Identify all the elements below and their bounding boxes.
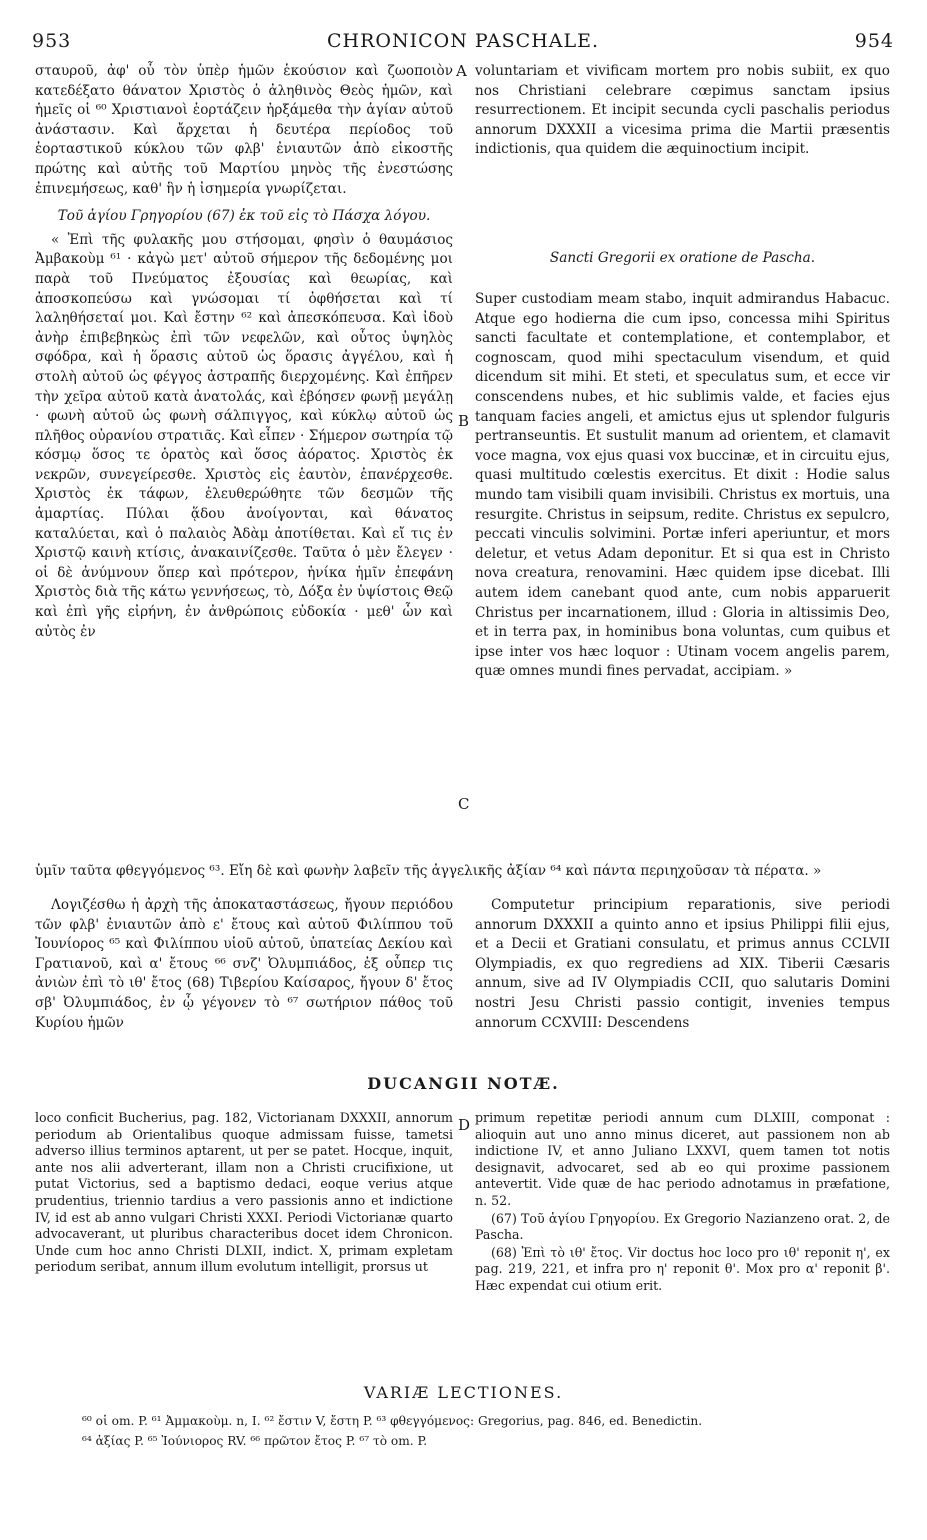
note-text-left: loco conficit Bucherius, pag. 182, Victorianam DXXXII, annorum periodum ab Orientalibus quoque admissam fuisse, tametsi adverso illius terminos aptarent, ut per se patet. Hocque, inquit, ante nos alii adverterant, illam non a Christi crucifixione, ut putat Victorius, sed a baptismo dedaci, eoque verius atque prudentius, triennio tardius a vero passionis anno et indictione IV, id est ab anno vulgari Christi XXXI. Periodi Victorianæ quarto advocaverant, ut pluribus characteribus docet idem Chronicon. Unde cum hoc anno Christi DLXII, indict. X, primam expletam periodum seribat, annum illum evolutum intelligit, prorsus ut: [35, 1110, 453, 1275]
page-number-right: 954: [854, 30, 894, 52]
variae-line-2: ⁶⁴ ἀξίας P. ⁶⁵ Ἰούνιορος RV. ⁶⁶ πρῶτον ἔτος P. ⁶⁷ τὸ om. P.: [82, 1434, 428, 1448]
running-header: [32, 30, 894, 56]
latin-column-middle: [475, 290, 890, 682]
note-67: (67) Τοῦ ἁγίου Γρηγορίου. Ex Gregorio Nazianzeno orat. 2, de Pascha.: [475, 1210, 890, 1243]
latin-paragraph-2: Super custodiam meam stabo, inquit admirandus Habacuc. Atque ego hodierna die cum ipso, concessa mihi Spiritus sancti facultate et contemplatione, et contemplabor, et cognoscam, quod mihi spectaculum visendum, et quid dicendum sit mihi. Et steti, et speculatus sum, et ecce vir conscendens nubes, et hic sublimis valde, et facies ejus tanquam facies angeli, et amictus ejus ut splendor fulguris pertranseuntis. Et sustulit manum ad orientem, et clamavit voce magna, vox ejus quasi vox buccinæ, et in circuitu ejus, quasi multitudo cœlestis exercitus. Et dixit : Hodie salus mundo tam visibili quam invisibili. Christus ex mortuis, una resurgite. Christus in seipsum, redite. Christus ex sepulcro, peccati vinculis solvimini. Portæ inferi aperiuntur, et mors deletur, et vetus Adam deponitur. Et si qua est in Christo nova creatura, renovamini. Hæc quidem ipse dicebat. Illi autem idem canebant quod ante, cum nobis apparuerit Christus per incarnationem, illud : Gloria in altissimis Deo, et in terra pax, in hominibus bona voluntas, cum quibus et ipse inter vos hæc loquor : Utinam vocem angelis parem, quæ omnes mundi fines pervadat, accipiam. »: [475, 291, 890, 680]
margin-marker-d: D: [458, 1116, 471, 1134]
greek-column-top: [35, 62, 453, 642]
running-title: CHRONICON PASCHALE.: [326, 30, 600, 52]
latin-paragraph-1: voluntariam et vivificam mortem pro nobis subiit, ex quo nos Christiani celebrare cœpimus sanctam ipsius resurrectionem. Et incipit secunda cycli paschalis periodus annorum DXXXII a vicesima prima die Martii præsentis indictionis, qua quidem die æquinoctium incipit.: [475, 63, 890, 158]
notes-right-column: [475, 1110, 890, 1296]
greek-column-bottom: [35, 896, 453, 1033]
note-68: (68) Ἐπὶ τὸ ιθ' ἔτος. Vir doctus hoc loco pro ιθ' reponit η', ex pag. 219, 221, et infra pro η' reponit θ'. Mox pro α' reponit β'. Hæc expendat cui otium erit.: [475, 1244, 890, 1293]
variae-lectiones-title: VARIÆ LECTIONES.: [363, 1383, 564, 1402]
greek-section-heading: Τοῦ ἁγίου Γρηγορίου (67) ἐκ τοῦ εἰς τὸ Πάσχα λόγου.: [57, 208, 431, 225]
margin-marker-a: A: [456, 62, 467, 80]
notes-left-column: [35, 1110, 453, 1276]
page-number-left: 953: [32, 30, 72, 52]
notes-title: DUCANGII NOTÆ.: [367, 1074, 560, 1093]
greek-paragraph-2: « Ἐπὶ τῆς φυλακῆς μου στήσομαι, φησὶν ὁ θαυμάσιος Ἀμβακοὺμ ⁶¹ · κἀγὼ μετ' αὐτοῦ σήμερον τῆς δεδομένης μοι παρὰ τοῦ Πνεύματος ἐξουσίας καὶ θεωρίας, καὶ ἀποσκοπεύσω καὶ γνώσομαι τί ὀφθήσεται καὶ τί λαληθήσεταί μοι. Καὶ ἔστην ⁶² καὶ ἀπεσκόπευσα. Καὶ ἰδοὺ ἀνὴρ ἐπιβεβηκὼς ἐπὶ τῶν νεφελῶν, καὶ οὗτος ὑψηλὸς σφόδρα, καὶ ἡ ὅρασις αὐτοῦ ὡς ὅρασις ἀγγέλου, καὶ ἡ στολὴ αὐτοῦ ὡς φέγγος ἀστραπῆς διερχομένης. Καὶ ἐπῆρεν τὴν χεῖρα αὐτοῦ κατὰ ἀνατολάς, καὶ ἐβόησεν φωνῇ μεγάλῃ · φωνὴ αὐτοῦ ὡς φωνὴ σάλπιγγος, καὶ κύκλῳ αὐτοῦ ὡς πλῆθος οὐρανίου στρατιᾶς. Καὶ εἶπεν · Σήμερον σωτηρία τῷ κόσμῳ ὅσος τε ὁρατὸς καὶ ὅσος ἀόρατος. Χριστὸς ἐκ νεκρῶν, συνεγείρεσθε. Χριστὸς εἰς ἑαυτὸν, ἐπανέρχεσθε. Χριστὸς ἐκ τάφων, ἐλευθερώθητε τῶν δεσμῶν τῆς ἁμαρτίας. Πύλαι ᾅδου ἀνοίγονται, καὶ θάνατος καταλύεται, καὶ ὁ παλαιὸς Ἀδὰμ ἀποτίθεται. Καὶ εἴ τις ἐν Χριστῷ καινὴ κτίσις, ἀνακαινίζεσθε. Ταῦτα ὁ μὲν ἔλεγεν · οἱ δὲ ἀνύμνουν ὅπερ καὶ πρότερον, ἡνίκα ἡμῖν ἐπεφάνη Χριστὸς διὰ τῆς κάτω γεννήσεως, τὸ, Δόξα ἐν ὑψίστοις Θεῷ καὶ ἐπὶ γῆς εἰρήνη, ἐν ἀνθρώποις εὐδοκία · μεθ' ὧν καὶ αὐτὸς ἐν: [35, 231, 453, 640]
margin-marker-b: B: [458, 412, 470, 430]
greek-paragraph-1: σταυροῦ, ἀφ' οὗ τὸν ὑπὲρ ἡμῶν ἑκούσιον καὶ ζωοποιὸν κατεδέξατο θάνατον Χριστὸς ὁ ἀληθινὸς Θεὸς ἡμῶν, καὶ ἡμεῖς οἱ ⁶⁰ Χριστιανοὶ ἑορτάζειν ἠρξάμεθα τὴν ἁγίαν αὐτοῦ ἀνάστασιν. Καὶ ἄρχεται ἡ δευτέρα περίοδος τοῦ ἑορταστικοῦ κύκλου τῶν φλβ' ἐνιαυτῶν ἀπὸ εἰκοστῆς πρώτης καὶ αὐτῆς τοῦ Μαρτίου μηνὸς τῆς ἐνεστώσης ἐπινεμήσεως, καθ' ἣν ἡ ἰσημερία γνωρίζεται.: [35, 63, 453, 197]
latin-column-bottom: [475, 896, 890, 1033]
latin-column-top: [475, 62, 890, 160]
greek-fullwidth-line: ὑμῖν ταῦτα φθεγγόμενος ⁶³. Εἴη δὲ καὶ φωνὴν λαβεῖν τῆς ἀγγελικῆς ἀξίαν ⁶⁴ καὶ πάντα περιηχοῦσαν τὰ πέρατα. »: [35, 863, 822, 879]
latin-paragraph-3: Computetur principium reparationis, sive periodi annorum DXXXII a quinto anno et ipsius Philippi filii ejus, et a Decii et Gratiani consulatu, et primus annus CCLVII Olympiadis, ex quo regrediens ad XIX. Tiberii Cæsaris annum, sive ad IV Olympiadis CCII, quo salutaris Domini nostri Jesu Christi passio contigit, invenies tempus annorum CCXVIII: Descendens: [475, 897, 890, 1031]
margin-marker-c: C: [458, 795, 470, 813]
latin-section-heading: Sancti Gregorii ex oratione de Pascha.: [549, 250, 816, 266]
note-text-right-1: primum repetitæ periodi annum cum DLXIII, componat : alioquin aut uno anno minus diceret, aut passionem non ab indictione IV, et anno Juliano LXXVI, quem tamen tot notis designavit, advocaret, sed ab eo qui proxime passionem antevertit. Vide quæ de hac periodo adnotamus in præfatione, n. 52.: [475, 1110, 890, 1208]
variae-line-1: ⁶⁰ οἱ om. P. ⁶¹ Ἀμμακοὺμ. n, I. ⁶² ἔστιν V, ἔστη P. ⁶³ φθεγγόμενος: Gregorius, pag. 846, ed. Benedictin.: [82, 1414, 703, 1428]
greek-paragraph-3: Λογιζέσθω ἡ ἀρχὴ τῆς ἀποκαταστάσεως, ἤγουν περιόδου τῶν φλβ' ἐνιαυτῶν ἀπὸ ε' ἔτους καὶ αὐτοῦ Φιλίππου τοῦ Ἰουνίορος ⁶⁵ καὶ Φιλίππου υἱοῦ αὐτοῦ, ὑπατείας Δεκίου καὶ Γρατιανοῦ, καὶ α' ἔτους ⁶⁶ σνζ' Ὀλυμπιάδος, ἐξ οὗπερ τις ἀνιὼν ἐπὶ τὸ ιθ' ἔτος (68) Τιβερίου Καίσαρος, ἤγουν δ' ἔτος σβ' Ὀλυμπιάδος, ἐν ᾧ γέγονεν τὸ ⁶⁷ σωτήριον πάθος τοῦ Κυρίου ἡμῶν: [35, 897, 453, 1031]
